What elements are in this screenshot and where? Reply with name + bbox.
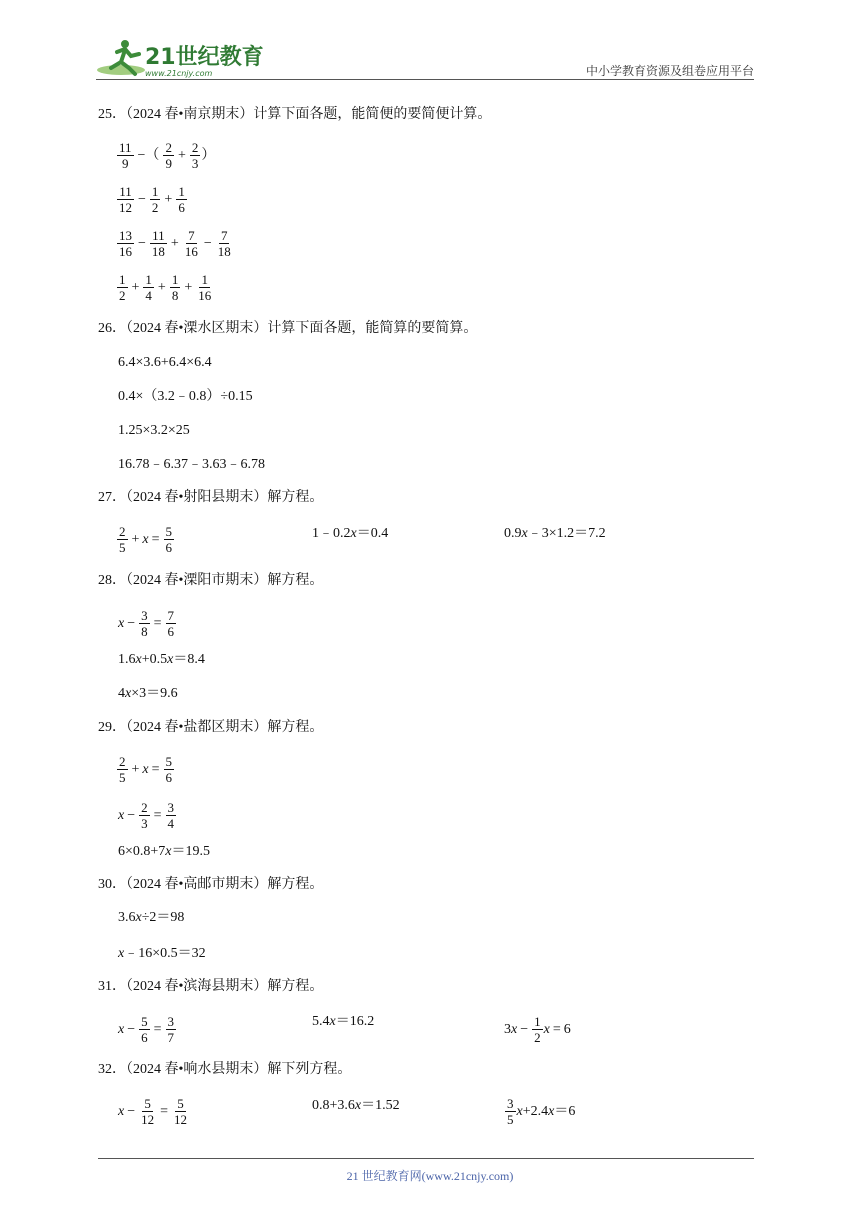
fraction: $\frac{2}{5}$ xyxy=(119,524,126,555)
q26-expr-4: 16.78﹣6.37﹣3.63﹣6.78 xyxy=(118,457,265,472)
q25-expr-2: $\frac{11}{12}$ − $\frac{1}{2}$ + $\frac{1}{6}$ xyxy=(119,184,185,215)
fraction: $\frac{7}{6}$ xyxy=(167,608,175,639)
fraction: $\frac{1}{8}$ xyxy=(171,272,179,303)
question-27-title: 27．（2024 春•射阳县期末）解方程。 xyxy=(98,490,324,505)
q26-expr-3: 1.25×3.2×25 xyxy=(118,423,190,438)
fraction: $\frac{2}{3}$ xyxy=(141,800,148,831)
fraction: $\frac{3}{7}$ xyxy=(167,1014,175,1045)
q27-eq-2: 1﹣0.2 x ＝0.4 xyxy=(312,526,389,541)
q27-eq-1: $\frac{2}{5}$ + x = $\frac{5}{6}$ xyxy=(119,524,173,555)
fraction: $\frac{5}{12}$ xyxy=(141,1096,155,1127)
q30-eq-1: 3.6 x ÷2＝98 xyxy=(118,910,185,925)
fraction: $\frac{1}{6}$ xyxy=(178,184,185,215)
logo-text: 21世纪教育 xyxy=(145,45,264,70)
fraction: $\frac{5}{6}$ xyxy=(165,754,173,785)
q25-expr-1: $\frac{11}{9}$ −（ $\frac{2}{9}$ + $\frac{2}{3}$ ） xyxy=(119,140,216,171)
fraction: $\frac{1}{16}$ xyxy=(198,272,212,303)
q32-eq-2: 0.8+3.6 x ＝1.52 xyxy=(312,1098,400,1113)
fraction: $\frac{3}{4}$ xyxy=(167,800,175,831)
document-body xyxy=(98,0,758,1150)
question-28-title: 28．（2024 春•溧阳市期末）解方程。 xyxy=(98,573,324,588)
fraction: $\frac{7}{18}$ xyxy=(217,228,231,259)
question-25-title: 25．（2024 春•南京期末）计算下面各题，能简便的要简便计算。 xyxy=(98,107,492,122)
fraction: $\frac{2}{5}$ xyxy=(119,754,126,785)
fraction: $\frac{2}{3}$ xyxy=(191,140,199,171)
fraction: $\frac{11}{18}$ xyxy=(151,228,165,259)
logo-url: www.21cnjy.com xyxy=(145,69,213,78)
fraction: $\frac{3}{5}$ xyxy=(507,1096,514,1127)
q31-eq-1: x − $\frac{5}{6}$ = $\frac{3}{7}$ xyxy=(118,1014,175,1045)
q27-eq-3: 0.9 x ﹣3×1.2＝7.2 xyxy=(504,526,606,541)
q29-eq-3: 6×0.8+7 x ＝19.5 xyxy=(118,844,211,859)
q29-eq-1: $\frac{2}{5}$ + x = $\frac{5}{6}$ xyxy=(119,754,173,785)
q31-eq-2: 5.4 x ＝16.2 xyxy=(312,1014,375,1029)
fraction: $\frac{7}{16}$ xyxy=(184,228,198,259)
fraction: $\frac{2}{9}$ xyxy=(165,140,172,171)
fraction: $\frac{5}{6}$ xyxy=(141,1014,148,1045)
fraction: $\frac{5}{12}$ xyxy=(174,1096,188,1127)
fraction: $\frac{11}{9}$ xyxy=(119,140,132,171)
question-30-title: 30．（2024 春•高邮市期末）解方程。 xyxy=(98,877,324,892)
q31-eq-3: 3 x − $\frac{1}{2}$ x = 6 xyxy=(504,1014,571,1045)
fraction: $\frac{1}{2}$ xyxy=(151,184,159,215)
q32-eq-1: x − $\frac{5}{12}$ = $\frac{5}{12}$ xyxy=(118,1096,188,1127)
header-platform-text: 中小学教育资源及组卷应用平台 xyxy=(585,64,754,78)
footer-divider xyxy=(98,1158,754,1159)
q28-eq-1: x − $\frac{3}{8}$ = $\frac{7}{6}$ xyxy=(118,608,175,639)
fraction: $\frac{13}{16}$ xyxy=(119,228,132,259)
q29-eq-2: x − $\frac{2}{3}$ = $\frac{3}{4}$ xyxy=(118,800,175,831)
question-29-title: 29．（2024 春•盐都区期末）解方程。 xyxy=(98,720,324,735)
q32-eq-3: $\frac{3}{5}$ x +2.4 x ＝6 xyxy=(507,1096,576,1127)
fraction: $\frac{5}{6}$ xyxy=(165,524,173,555)
fraction: $\frac{1}{4}$ xyxy=(145,272,152,303)
q28-eq-3: 4 x ×3＝9.6 xyxy=(118,686,178,701)
question-26-title: 26．（2024 春•溧水区期末）计算下面各题，能简算的要简算。 xyxy=(98,321,478,336)
q30-eq-2: x ﹣16×0.5＝32 xyxy=(118,946,206,961)
q28-eq-2: 1.6 x +0.5 x ＝8.4 xyxy=(118,652,205,667)
fraction: $\frac{11}{12}$ xyxy=(119,184,132,215)
q25-expr-4: $\frac{1}{2}$ + $\frac{1}{4}$ + $\frac{1}{8}$ + $\frac{1}{16}$ xyxy=(119,272,212,303)
fraction: $\frac{1}{2}$ xyxy=(119,272,126,303)
fraction: $\frac{3}{8}$ xyxy=(141,608,148,639)
q25-expr-3: $\frac{13}{16}$ − $\frac{11}{18}$ + $\frac{7}{16}$ − $\frac{7}{18}$ xyxy=(119,228,231,259)
q26-expr-1: 6.4×3.6+6.4×6.4 xyxy=(118,355,212,370)
question-31-title: 31．（2024 春•滨海县期末）解方程。 xyxy=(98,979,324,994)
question-32-title: 32．（2024 春•响水县期末）解下列方程。 xyxy=(98,1062,352,1077)
q26-expr-2: 0.4×（3.2﹣0.8）÷0.15 xyxy=(118,389,253,404)
footer-text: 21 世纪教育网(www.21cnjy.com) xyxy=(346,1169,514,1183)
fraction: $\frac{1}{2}$ xyxy=(534,1014,541,1045)
